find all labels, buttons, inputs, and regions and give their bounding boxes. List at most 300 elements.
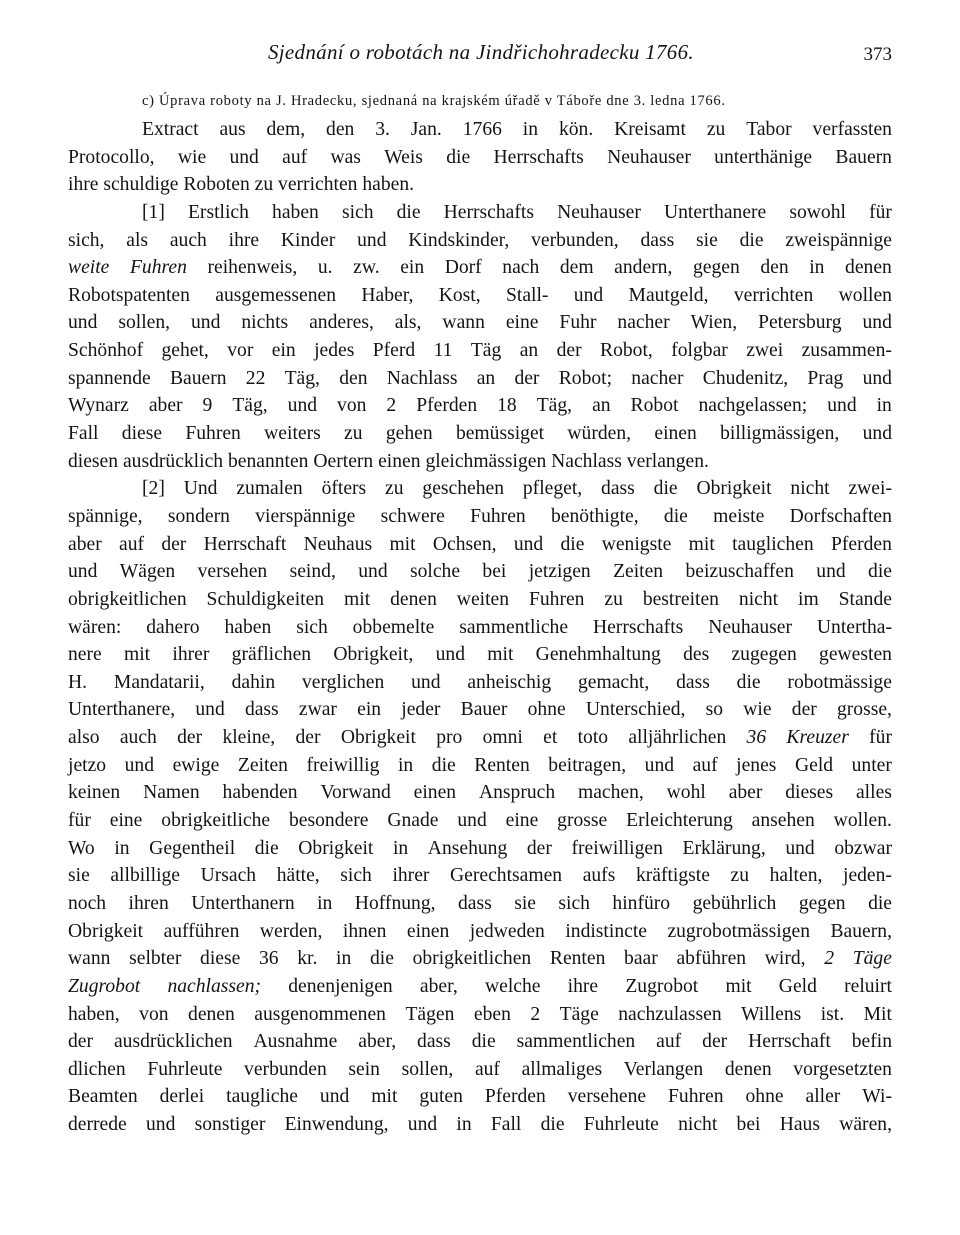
word: obrigkeitliche: [161, 810, 271, 832]
word: denen: [724, 1058, 772, 1080]
word: an: [519, 340, 539, 362]
word: zu: [344, 423, 363, 445]
word: Ochsen,: [432, 533, 497, 555]
section-subtitle: c) Úprava roboty na J. Hradecku, sjednaná na krajském úřadě v Táboře dne 3. ledna 1766.: [142, 93, 726, 109]
word: ihrer: [172, 644, 210, 666]
word: so: [705, 699, 724, 721]
text-line: [68, 890, 892, 918]
word: sich: [341, 201, 374, 223]
word: einen: [654, 423, 697, 445]
word: und: [411, 671, 441, 693]
word: jedweden: [469, 920, 545, 942]
word: keinen: [68, 782, 121, 804]
word: Anspruch: [478, 782, 556, 804]
text-line: [68, 392, 892, 420]
page-number: 373: [863, 44, 892, 65]
word: alljährlichen: [628, 727, 727, 749]
word: Erklärung,: [682, 837, 766, 859]
word: denen: [390, 588, 437, 610]
word: aber: [728, 782, 763, 804]
text-line: [68, 1111, 892, 1139]
word: Pferden: [830, 533, 892, 555]
word: Fuhren: [129, 257, 187, 279]
word: allmaliges: [521, 1058, 603, 1080]
word: schwere: [380, 505, 445, 527]
word: jetzigen: [528, 561, 591, 583]
word: weiten: [456, 588, 510, 610]
word: dieses: [785, 782, 834, 804]
text-line: [68, 531, 892, 559]
word: Dorf: [444, 257, 482, 279]
text-line: [68, 420, 892, 448]
text-line: [68, 807, 892, 835]
word: Protocollo,: [68, 146, 155, 168]
word: aber: [148, 395, 183, 417]
word: auf: [656, 1031, 682, 1053]
word: Neuhauser: [607, 146, 691, 168]
word: derlei: [159, 1086, 205, 1108]
word: dass: [457, 892, 492, 914]
text-line: [68, 475, 892, 503]
word: sollen,: [401, 1058, 454, 1080]
word: Herrschaft: [203, 533, 287, 555]
word: in: [456, 1114, 472, 1136]
word: die: [396, 201, 421, 223]
word: nachlassen;: [167, 975, 262, 997]
word: Hoffnung,: [354, 892, 436, 914]
word: vor: [227, 340, 254, 362]
word: hinfüro: [612, 892, 671, 914]
text-line: [68, 973, 892, 1001]
word: dahin: [231, 671, 276, 693]
word: welche: [484, 975, 541, 997]
word: 2: [824, 948, 835, 970]
word: Weis: [384, 146, 423, 168]
word: Vorwand: [320, 782, 391, 804]
word: seind,: [289, 561, 336, 583]
word: nacher: [631, 367, 684, 389]
word: der: [702, 1031, 728, 1053]
word: aber: [68, 533, 102, 555]
word: eine: [505, 810, 539, 832]
word: solche: [409, 561, 461, 583]
word: halten,: [769, 865, 823, 887]
word: Pferden: [484, 1086, 546, 1108]
word: mit: [123, 644, 151, 666]
word: sich: [340, 865, 372, 887]
word: Fall: [68, 423, 99, 445]
word: 36: [746, 727, 767, 749]
word: Mit: [863, 1003, 892, 1025]
word: Neuhauser: [708, 616, 792, 638]
word: in: [317, 892, 333, 914]
body-text: [68, 116, 892, 1139]
word: für: [68, 810, 91, 832]
word: Täge: [852, 948, 892, 970]
word: haben: [272, 201, 319, 223]
word: Nachlass: [386, 367, 458, 389]
word: dlichen: [68, 1058, 126, 1080]
word: Tägen: [405, 1003, 455, 1025]
text-line: [68, 199, 892, 227]
text-line: [68, 752, 892, 780]
word: Unterthanern: [191, 892, 295, 914]
running-title: Sjednání o robotách na Jindřichohradecku 1766.: [268, 40, 694, 64]
word: zugegen: [731, 644, 797, 666]
word: wollen.: [833, 810, 892, 832]
text-line: [68, 586, 892, 614]
word: mit: [688, 533, 715, 555]
word: jeder: [401, 699, 441, 721]
word: Kinder: [280, 229, 336, 251]
text-line: [68, 1028, 892, 1056]
word: was: [330, 146, 361, 168]
word: mit: [487, 644, 514, 666]
word: Jan.: [410, 119, 442, 140]
word: mit: [371, 1086, 398, 1108]
word: Kindskinder,: [408, 229, 510, 251]
word: Täg,: [232, 395, 268, 417]
word: Robot,: [600, 340, 653, 362]
word: bei: [736, 1114, 761, 1136]
word: Haber,: [361, 284, 414, 306]
word: hätte,: [276, 865, 320, 887]
word: Verlangen: [623, 1058, 704, 1080]
word: dem,: [266, 119, 306, 140]
word: ihre: [228, 229, 260, 251]
word: Stall-: [505, 284, 549, 306]
word: Fuhrleute: [583, 1114, 659, 1136]
word: sollen,: [118, 312, 171, 334]
word: Haus: [779, 1114, 820, 1136]
word: der: [161, 533, 187, 555]
word: den: [339, 367, 368, 389]
word: der: [556, 340, 582, 362]
word: wie: [177, 146, 207, 168]
word: haben,: [68, 1003, 120, 1025]
word: Neuhauser: [557, 201, 641, 223]
word: auf: [119, 533, 145, 555]
word: Fall: [490, 1114, 522, 1136]
word: als: [126, 229, 149, 251]
word: Unterschied,: [585, 699, 686, 721]
word: aller: [805, 1086, 841, 1108]
word: wird,: [764, 948, 806, 970]
word: Wi-: [862, 1086, 892, 1108]
word: bemüssiget: [455, 423, 545, 445]
word: obrigkeitlichen: [412, 948, 532, 970]
page-header: [68, 40, 892, 70]
word: gewesten: [819, 644, 892, 666]
word: gegen: [692, 257, 740, 279]
word: die: [540, 1114, 565, 1136]
word: Obrigkeit,: [333, 644, 414, 666]
word: also: [68, 727, 100, 749]
word: freiwilligen: [571, 837, 663, 859]
word: verglichen: [301, 671, 385, 693]
word: beitragen,: [548, 754, 627, 776]
word: dem: [559, 257, 594, 279]
word: 9: [202, 395, 213, 417]
word: Robot: [630, 395, 679, 417]
word: ansehen: [751, 810, 815, 832]
text-line: [68, 365, 892, 393]
word: die: [663, 505, 688, 527]
word: nachgelassen;: [698, 395, 808, 417]
word: Untertha-: [816, 616, 892, 638]
text-line: [68, 227, 892, 255]
word: unter: [851, 754, 892, 776]
word: zu: [604, 588, 623, 610]
line-segment: ihre schuldige Roboten zu verrichten haben.: [68, 174, 415, 196]
word: ist.: [820, 1003, 845, 1025]
word: Ausnahme: [253, 1031, 338, 1053]
word: spännige,: [68, 505, 143, 527]
word: zwei: [746, 340, 784, 362]
word: omni: [482, 727, 523, 749]
word: Fuhren: [668, 1086, 724, 1108]
word: den: [760, 257, 789, 279]
word: vierspännige: [255, 505, 356, 527]
word: Herrschafts: [443, 201, 534, 223]
word: nicht: [678, 1114, 718, 1136]
word: pfleget,: [522, 478, 583, 500]
word: kr.: [297, 948, 318, 970]
word: für: [869, 201, 892, 223]
word: [1]: [142, 201, 165, 223]
word: sein: [348, 1058, 380, 1080]
word: und: [358, 561, 388, 583]
word: und: [145, 1114, 176, 1136]
word: bestreiten: [642, 588, 719, 610]
line-segment: diesen ausdrücklich benannten Oertern einen gleichmässigen Nachlass verlangen.: [68, 450, 709, 472]
word: für: [869, 727, 892, 749]
word: Geld: [778, 975, 817, 997]
word: und: [785, 837, 815, 859]
word: folgbar: [671, 340, 728, 362]
text-line: [68, 945, 892, 973]
text-line: [68, 171, 892, 199]
word: obzwar: [834, 837, 892, 859]
word: Chudenitz,: [702, 367, 789, 389]
word: eine: [109, 810, 143, 832]
word: Tabor: [746, 119, 792, 140]
word: habenden: [222, 782, 298, 804]
word: an: [476, 367, 496, 389]
word: andern,: [614, 257, 673, 279]
word: Pferden: [416, 395, 478, 417]
word: Pferd: [372, 340, 416, 362]
text-line: [68, 254, 892, 282]
word: Robot;: [558, 367, 613, 389]
word: reihenweis,: [207, 257, 298, 279]
word: die: [868, 892, 892, 914]
word: aber,: [419, 975, 458, 997]
text-line: [68, 669, 892, 697]
word: Erleichterung: [626, 810, 733, 832]
word: Kreisamt: [614, 119, 686, 140]
word: Wynarz: [68, 395, 129, 417]
word: billigmässigen,: [720, 423, 840, 445]
word: Herrschafts: [592, 616, 684, 638]
word: sie: [68, 865, 90, 887]
word: die: [868, 561, 892, 583]
word: Obrigkeit: [68, 920, 144, 942]
word: den: [326, 119, 355, 140]
word: und: [862, 312, 892, 334]
word: gräflichen: [231, 644, 312, 666]
word: Fuhren: [528, 588, 585, 610]
word: und: [827, 395, 857, 417]
word: aber,: [358, 1031, 397, 1053]
word: an: [592, 395, 611, 417]
word: ihrer: [392, 865, 430, 887]
word: ohne: [745, 1086, 784, 1108]
word: Herrschafts: [493, 146, 584, 168]
word: ihnen: [342, 920, 387, 942]
word: Renten: [549, 948, 606, 970]
word: alles: [855, 782, 892, 804]
word: Genehmhaltung: [535, 644, 661, 666]
word: grosse,: [836, 699, 892, 721]
word: Geld: [794, 754, 834, 776]
word: und: [195, 699, 225, 721]
word: Wo: [68, 837, 95, 859]
word: 36: [258, 948, 279, 970]
word: die: [254, 837, 279, 859]
word: ausgenommenen: [254, 1003, 386, 1025]
word: Fuhren: [185, 423, 241, 445]
word: machen,: [577, 782, 644, 804]
word: die: [446, 146, 471, 168]
word: jeden-: [843, 865, 892, 887]
word: kleine,: [222, 727, 276, 749]
word: sowohl: [789, 201, 846, 223]
word: Bauern: [835, 146, 892, 168]
word: grosse: [557, 810, 608, 832]
word: und: [862, 423, 892, 445]
word: Einwendung,: [284, 1114, 389, 1136]
word: und: [357, 229, 387, 251]
word: sie: [696, 229, 718, 251]
text-line: [68, 309, 892, 337]
word: Zugrobot: [625, 975, 699, 997]
word: abführen: [676, 948, 747, 970]
word: Prag: [807, 367, 844, 389]
word: Obrigkeit: [340, 727, 416, 749]
word: und: [457, 810, 487, 832]
word: in: [392, 837, 409, 859]
word: Mautgeld,: [628, 284, 709, 306]
word: ein: [400, 257, 425, 279]
text-line: [68, 558, 892, 586]
word: nachzulassen: [618, 1003, 722, 1025]
word: würden,: [567, 423, 632, 445]
word: spannende: [68, 367, 151, 389]
word: robotmässige: [787, 671, 892, 693]
word: eben: [473, 1003, 511, 1025]
word: einen: [406, 920, 450, 942]
word: zugrobotmässigen: [667, 920, 811, 942]
word: noch: [68, 892, 107, 914]
word: sich,: [68, 229, 105, 251]
word: zu: [385, 478, 404, 500]
word: dass: [244, 699, 279, 721]
word: eine: [505, 312, 539, 334]
word: weiters: [264, 423, 321, 445]
word: 2: [530, 1003, 541, 1025]
word: nicht: [790, 478, 830, 500]
word: 2: [386, 395, 397, 417]
word: derrede: [68, 1114, 127, 1136]
word: gegen: [798, 892, 846, 914]
word: ohne: [527, 699, 566, 721]
word: u.: [317, 257, 333, 279]
word: nacher: [617, 312, 670, 334]
word: Namen: [143, 782, 200, 804]
word: verrichten: [733, 284, 814, 306]
word: befin: [851, 1031, 892, 1053]
word: in: [876, 395, 892, 417]
word: wann: [68, 948, 111, 970]
word: aus: [219, 119, 246, 140]
text-line: [68, 614, 892, 642]
word: und: [862, 367, 892, 389]
word: der: [68, 1031, 94, 1053]
word: versehen: [197, 561, 268, 583]
word: obbemelte: [352, 616, 435, 638]
word: selbter: [129, 948, 182, 970]
word: wann: [442, 312, 485, 334]
word: und: [68, 312, 98, 334]
word: die: [736, 671, 761, 693]
word: auch: [169, 229, 207, 251]
word: und: [229, 146, 259, 168]
text-line: [68, 835, 892, 863]
word: Fuhrleute: [147, 1058, 223, 1080]
word: Wien,: [690, 312, 738, 334]
word: Beamten: [68, 1086, 138, 1108]
word: Erstlich: [187, 201, 249, 223]
word: unterthänige: [714, 146, 813, 168]
word: verbunden,: [531, 229, 619, 251]
word: vorgesetzten: [793, 1058, 892, 1080]
word: taugliche: [226, 1086, 298, 1108]
word: freiwillig: [306, 754, 380, 776]
word: einen: [413, 782, 457, 804]
word: haben: [224, 616, 272, 638]
word: H.: [68, 671, 88, 693]
word: und: [191, 312, 221, 334]
word: in: [397, 754, 414, 776]
word: ihre: [567, 975, 599, 997]
word: im: [798, 588, 819, 610]
word: der: [791, 699, 817, 721]
word: und: [407, 1114, 438, 1136]
word: von: [139, 1003, 169, 1025]
word: des: [683, 644, 710, 666]
word: der: [177, 727, 203, 749]
text-line: [68, 337, 892, 365]
word: und: [513, 533, 544, 555]
word: et: [543, 727, 558, 749]
word: Schuldigkeiten: [206, 588, 325, 610]
word: 11: [433, 340, 453, 362]
word: die: [739, 229, 764, 251]
word: versehene: [567, 1086, 647, 1108]
word: nere: [68, 644, 102, 666]
word: die: [369, 948, 394, 970]
